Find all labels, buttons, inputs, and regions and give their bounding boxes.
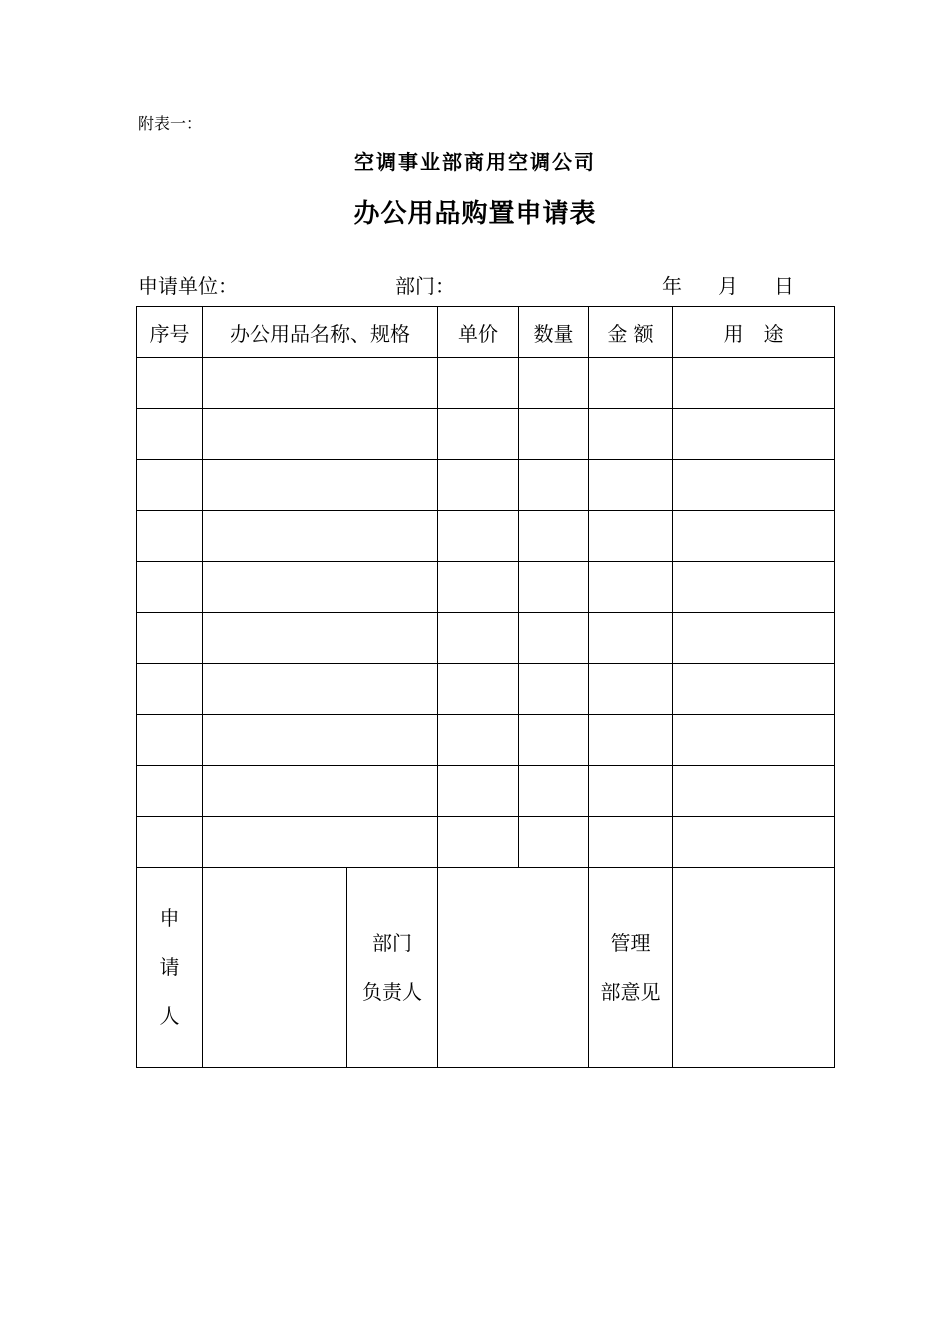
cell-quantity[interactable] <box>519 613 589 664</box>
cell-quantity[interactable] <box>519 460 589 511</box>
table-header-row <box>137 307 835 358</box>
cell-amount[interactable] <box>589 766 673 817</box>
cell-item-name[interactable] <box>203 715 438 766</box>
cell-quantity[interactable] <box>519 817 589 868</box>
purchase-request-table <box>136 306 835 1068</box>
department-label: 部门： <box>395 274 455 298</box>
cell-purpose[interactable] <box>673 766 835 817</box>
cell-index[interactable] <box>137 766 203 817</box>
cell-unit-price[interactable] <box>438 358 519 409</box>
column-header-purpose: 用 途 <box>673 307 835 358</box>
cell-quantity[interactable] <box>519 715 589 766</box>
management-opinion-line: 管理 <box>610 930 651 955</box>
table-row <box>137 358 835 409</box>
cell-quantity[interactable] <box>519 664 589 715</box>
column-header-amount: 金 额 <box>589 307 673 358</box>
cell-item-name[interactable] <box>203 409 438 460</box>
cell-purpose[interactable] <box>673 664 835 715</box>
table-row <box>137 664 835 715</box>
form-title: 办公用品购置申请表 <box>353 199 597 229</box>
cell-purpose[interactable] <box>673 715 835 766</box>
table-row <box>137 715 835 766</box>
management-opinion-line: 部意见 <box>600 979 661 1004</box>
cell-unit-price[interactable] <box>438 511 519 562</box>
date-year-label: 年 <box>662 274 682 298</box>
cell-purpose[interactable] <box>673 562 835 613</box>
applicant-signature-cell[interactable] <box>203 868 347 1068</box>
dept-head-line: 负责人 <box>362 979 422 1004</box>
company-name: 空调事业部商用空调公司 <box>354 150 596 174</box>
appendix-label: 附表一： <box>138 114 203 133</box>
cell-purpose[interactable] <box>673 409 835 460</box>
cell-quantity[interactable] <box>519 409 589 460</box>
cell-amount[interactable] <box>589 664 673 715</box>
cell-amount[interactable] <box>589 817 673 868</box>
cell-item-name[interactable] <box>203 562 438 613</box>
cell-index[interactable] <box>137 817 203 868</box>
cell-item-name[interactable] <box>203 358 438 409</box>
cell-index[interactable] <box>137 409 203 460</box>
cell-index[interactable] <box>137 511 203 562</box>
applicant-char: 申 <box>159 906 180 930</box>
cell-amount[interactable] <box>589 715 673 766</box>
table-row <box>137 409 835 460</box>
cell-purpose[interactable] <box>673 817 835 868</box>
cell-index[interactable] <box>137 460 203 511</box>
table-row <box>137 817 835 868</box>
column-header-quantity: 数量 <box>519 307 589 358</box>
date-day-label: 日 <box>774 274 794 298</box>
dept-head-signature-cell[interactable] <box>438 868 589 1068</box>
cell-item-name[interactable] <box>203 817 438 868</box>
cell-item-name[interactable] <box>203 766 438 817</box>
applicant-label <box>137 868 203 1068</box>
cell-amount[interactable] <box>589 562 673 613</box>
table-row <box>137 562 835 613</box>
cell-index[interactable] <box>137 715 203 766</box>
cell-unit-price[interactable] <box>438 766 519 817</box>
column-header-index: 序号 <box>137 307 203 358</box>
cell-item-name[interactable] <box>203 511 438 562</box>
dept-head-label <box>347 868 438 1068</box>
cell-purpose[interactable] <box>673 460 835 511</box>
cell-unit-price[interactable] <box>438 715 519 766</box>
table-row <box>137 511 835 562</box>
cell-amount[interactable] <box>589 511 673 562</box>
signoff-row <box>137 868 835 1068</box>
cell-unit-price[interactable] <box>438 613 519 664</box>
cell-index[interactable] <box>137 613 203 664</box>
table-row <box>137 766 835 817</box>
cell-unit-price[interactable] <box>438 460 519 511</box>
cell-index[interactable] <box>137 664 203 715</box>
cell-unit-price[interactable] <box>438 664 519 715</box>
table-row <box>137 613 835 664</box>
applicant-char: 人 <box>159 1004 180 1028</box>
column-header-item-name: 办公用品名称、规格 <box>203 307 438 358</box>
cell-item-name[interactable] <box>203 664 438 715</box>
cell-item-name[interactable] <box>203 460 438 511</box>
cell-quantity[interactable] <box>519 511 589 562</box>
management-opinion-cell[interactable] <box>673 868 835 1068</box>
cell-unit-price[interactable] <box>438 817 519 868</box>
cell-purpose[interactable] <box>673 511 835 562</box>
dept-head-line: 部门 <box>372 930 412 955</box>
cell-amount[interactable] <box>589 409 673 460</box>
cell-unit-price[interactable] <box>438 562 519 613</box>
table-row <box>137 460 835 511</box>
cell-quantity[interactable] <box>519 358 589 409</box>
applicant-char: 请 <box>159 955 180 979</box>
column-header-unit-price: 单价 <box>438 307 519 358</box>
date-month-label: 月 <box>718 274 738 298</box>
management-opinion-label <box>589 868 673 1068</box>
cell-purpose[interactable] <box>673 613 835 664</box>
cell-index[interactable] <box>137 562 203 613</box>
cell-index[interactable] <box>137 358 203 409</box>
cell-quantity[interactable] <box>519 766 589 817</box>
cell-amount[interactable] <box>589 613 673 664</box>
applicant-unit-label: 申请单位： <box>138 274 238 298</box>
cell-item-name[interactable] <box>203 613 438 664</box>
cell-amount[interactable] <box>589 358 673 409</box>
cell-quantity[interactable] <box>519 562 589 613</box>
cell-unit-price[interactable] <box>438 409 519 460</box>
cell-purpose[interactable] <box>673 358 835 409</box>
cell-amount[interactable] <box>589 460 673 511</box>
